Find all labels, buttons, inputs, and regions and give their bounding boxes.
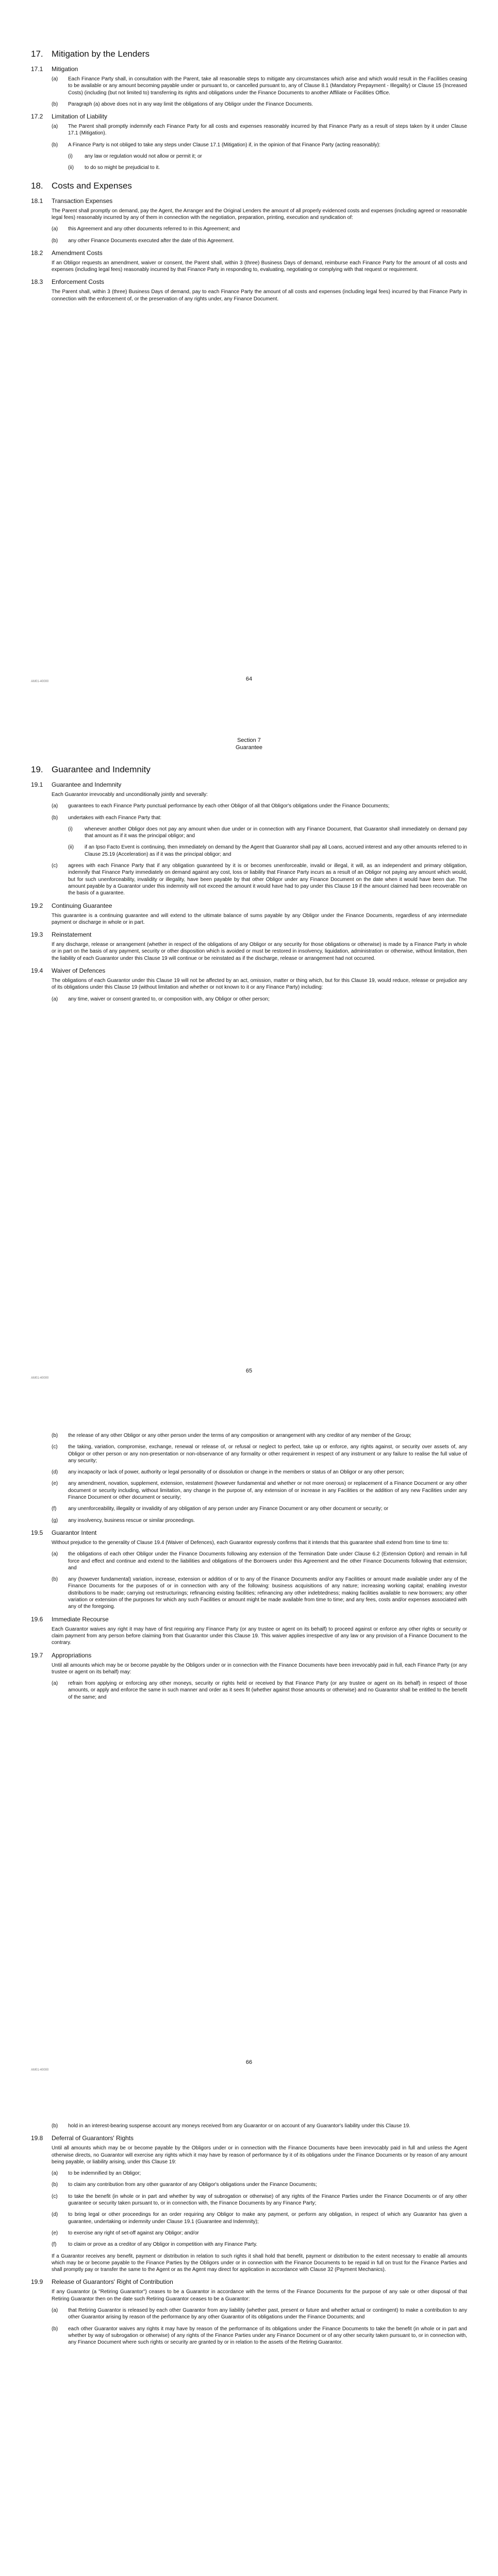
list-item: (d) any incapacity or lack of power, authority or legal personality of or dissolution or change in the members or status of an Obligor or any other person;: [52, 1469, 405, 1476]
clause-17-1-heading: 17.1 Mitigation: [31, 65, 78, 73]
clause-19-4-heading: 19.4 Waiver of Defences: [31, 967, 106, 975]
paragraph: If any discharge, release or arrangement (whether in respect of the obligations of any Obligor or any security for those obligations or otherwise) is made by a Finance Party in whole or in part on the basis of any payment, security or other disposition which is avoided or must be restored in insolvency, liquidation, administration or otherwise, without limitation, then the liability of each Guarantor under this Clause 19 will continue or be reinstated as if the discharge, release or arrangement had not occurred.: [52, 942, 467, 961]
page-67: [0, 2123, 498, 2351]
paragraph: Without prejudice to the generality of Clause 19.4 (Waiver of Defences), each Guarantor expressly confirms that it intends that this guarantee shall extend from time to time to:: [52, 1539, 449, 1546]
clause-19-8-heading: 19.8 Deferral of Guarantors' Rights: [31, 2134, 134, 2142]
clause-19-3-heading: 19.3 Reinstatement: [31, 931, 92, 939]
paragraph: Until all amounts which may be or become payable by the Obligors under or in connection with the Finance Documents have been irrevocably paid in full, each Finance Party (or any trustee or agent on its behalf) may:: [52, 1662, 467, 1675]
page-65: [0, 737, 498, 1007]
list-item: (a) Each Finance Party shall, in consultation with the Parent, take all reasonable steps to mitigate any circumstances which arise and which would result in the Facilities ceasing to be available or any amount becoming payable under or pursuant to, or cancelled pursuant to, any of Clause 8.1 (Mandatory Prepayment - Illegality) or Clause 15 (Increased Costs) (including (but not limited to) transferring its rights and obligations under the Finance Documents to another Affiliate or Facilities Office.: [52, 76, 467, 96]
clause-18-2-heading: 18.2 Amendment Costs: [31, 249, 103, 257]
clause-18-heading: 18. Costs and Expenses: [31, 180, 132, 191]
paragraph: If any Guarantor (a "Retiring Guarantor") ceases to be a Guarantor in accordance with the terms of the Finance Documents for the purpose of any sale or other disposal of that Retiring Guarantor then on the date such Retiring Guarantor ceases to be a Guarantor:: [52, 2289, 467, 2302]
list-item: (e) any amendment, novation, supplement, extension, restatement (however fundamental and whether or not more onerous) or replacement of a Finance Document or any other document or security including, without limitation, any change in the purpose of, any extension of or increase in any Facilities or the addition of any new Facilities under any Finance Document or other document or security;: [52, 1481, 467, 1501]
paragraph: Each Guarantor irrevocably and unconditionally jointly and severally:: [52, 792, 208, 798]
clause-18-3-heading: 18.3 Enforcement Costs: [31, 278, 105, 286]
list-item: (f) to claim or prove as a creditor of any Obligor in competition with any Finance Party.: [52, 2242, 258, 2248]
clause-19-heading: 19. Guarantee and Indemnity: [31, 765, 151, 774]
page-66: [0, 1432, 498, 1705]
clause-17-2-heading: 17.2 Limitation of Liability: [31, 113, 108, 121]
list-item: (g) any insolvency, business rescue or similar proceedings.: [52, 1517, 195, 1523]
list-item: (a) that Retiring Guarantor is released by each other Guarantor from any liability (whether past, present or future and whether actual or contingent) to make a contribution to any other Guarantor arising by reason of the performance by any other Guarantor of its obligations under the Finance Documents; and: [52, 2308, 467, 2320]
clause-19-5-heading: 19.5 Guarantor Intent: [31, 1529, 97, 1536]
list-item: (a) refrain from applying or enforcing any other moneys, security or rights held or received by that Finance Party (or any trustee or agent on its behalf) in respect of those amounts, or apply and enforce the same in such manner and order as it sees fit (whether against those amounts or otherwise) and no Guarantor shall be entitled to the benefit of the same; and: [52, 1681, 467, 1700]
list-item: (a) guarantees to each Finance Party punctual performance by each other Obligor of all that Obligor's obligations under the Finance Documents;: [52, 803, 390, 809]
list-item: (a) this Agreement and any other documents referred to in this Agreement; and: [52, 226, 240, 232]
page-footer-ref: AM01-40000: [31, 680, 49, 683]
sub-list-item: (ii) if an Ipso Facto Event is continuing, then immediately on demand by the Agent that Guarantor shall pay all Loans, accrued interest and any other amounts referred to in Clause 25.19 (Acceleration) as if it was the principal obligor; and: [68, 844, 467, 857]
section-heading: Section 7 Guarantee: [236, 737, 262, 751]
list-item: (b) undertakes with each Finance Party that:: [52, 815, 162, 821]
clause-17-heading: 17. Mitigation by the Lenders: [31, 49, 150, 59]
list-item: (a) any time, waiver or consent granted to, or composition with, any Obligor or other person;: [52, 996, 270, 1002]
sub-list-item: (i) whenever another Obligor does not pay any amount when due under or in connection with any Finance Document, that Guarantor shall immediately on demand pay that amount as if it was the principal obligor; and: [68, 826, 467, 839]
paragraph: The Parent shall promptly on demand, pay the Agent, the Arranger and the Original Lenders the amount of all properly evidenced costs and expenses (including agreed or reasonable legal fees) reasonably incurred by any of them in connection with the negotiation, preparation, printing, execution and syndication of:: [52, 208, 467, 221]
paragraph: The obligations of each Guarantor under this Clause 19 will not be affected by an act, omission, matter or thing which, but for this Clause 19, would reduce, release or prejudice any of its obligations under this Clause 19 (without limitation and whether or not known to it or any Finance Party) including:: [52, 978, 467, 991]
page-footer-ref: AM01-40000: [31, 2069, 49, 2072]
sub-list-item: (ii) to do so might be prejudicial to it.: [68, 165, 160, 171]
page-64: [0, 49, 498, 307]
list-item: (e) to exercise any right of set-off against any Obligor; and/or: [52, 2230, 199, 2236]
list-item: (c) agrees with each Finance Party that if any obligation guaranteed by it is or becomes unenforceable, invalid or illegal, it will, as an independent and primary obligation, indemnify that Finance Party immediately on demand against any cost, loss or liability that Finance Party incurs as a result of an Obligor not paying any amount which would, but for such unenforceability, invalidity or illegality, have been payable by that other Obligor under any Finance Document on the date when it would have been due. The amount payable by a Guarantor under this indemnity will not exceed the amount it would have had to pay under this Clause 19 if the amount claimed had been recoverable on the basis of a guarantee.: [52, 863, 467, 896]
list-item: (b) the release of any other Obligor or any other person under the terms of any composition or arrangement with any creditor of any member of the Group;: [52, 1433, 411, 1438]
list-item: (c) to take the benefit (in whole or in part and whether by way of subrogation or otherwise) of any rights of the Finance Parties under the Finance Documents or of any other guarantee or security taken pursuant to, or in connection with, the Finance Documents by any Finance Party;: [52, 2193, 467, 2207]
list-item: (f) any unenforceability, illegality or invalidity of any obligation of any person under any Finance Document or any other document or security; or: [52, 1506, 389, 1512]
list-item: (b) hold in an interest-bearing suspense account any moneys received from any Guarantor or on account of any Guarantor's liability under this Clause 19.: [52, 2123, 410, 2129]
list-item: (b) each other Guarantor waives any rights it may have by reason of the performance of its obligations under the Finance Documents to take the benefit (in whole or in part and whether by way of subrogation or otherwise) of any rights of the Finance Parties under any Finance Document or of any other security taken pursuant to, or in connection with, any Finance Document where such rights or security are granted by or in relation to the assets of the Retiring Guarantor.: [52, 2326, 467, 2346]
page-number: 64: [245, 676, 253, 682]
list-item: (c) the taking, variation, compromise, exchange, renewal or release of, or refusal or neglect to perfect, take up or enforce, any rights against, or security over assets of, any Obligor or other person or any non-presentation or non-observance of any formality or other requirement in respect of any instrument or any failure to realise the full value of any security;: [52, 1444, 467, 1464]
page-number: 65: [245, 1368, 253, 1374]
clause-19-6-heading: 19.6 Immediate Recourse: [31, 1615, 109, 1623]
list-item: (b) Paragraph (a) above does not in any way limit the obligations of any Obligor under the Finance Documents.: [52, 101, 313, 107]
list-item: (a) The Parent shall promptly indemnify each Finance Party for all costs and expenses reasonably incurred by that Finance Party as a result of steps taken by it under Clause 17.1 (Mitigation).: [52, 124, 467, 137]
paragraph: Until all amounts which may be or become payable by the Obligors under or in connection with the Finance Documents have been irrevocably paid in full and unless the Agent otherwise directs, no Guarantor will exercise any rights which it may have by reason of performance by it of its obligations under the Finance Documents or by reason of any amount being payable, or liability arising, under this Clause 19:: [52, 2145, 467, 2165]
list-item: (a) the obligations of each other Obligor under the Finance Documents following any extension of the Termination Date under Clause 6.2 (Extension Option) and remain in full force and effect and continue and extend to the liabilities and obligations of the Borrowers under this Agreement and the other Finance Documents following that extension; and: [52, 1551, 467, 1571]
clause-19-7-heading: 19.7 Appropriations: [31, 1651, 92, 1659]
list-item: (b) any other Finance Documents executed after the date of this Agreement.: [52, 238, 234, 244]
clause-18-1-heading: 18.1 Transaction Expenses: [31, 197, 113, 205]
paragraph: If a Guarantor receives any benefit, payment or distribution in relation to such rights it shall hold that benefit, payment or distribution to the extent necessary to enable all amounts which may be or become payable to the Finance Parties by the Obligors under or in connection with the Finance Documents to be repaid in full on trust for the Finance Parties and shall promptly pay or transfer the same to the Agent or as the Agent may direct for application in accordance with Clause 32 (Payment Mechanics).: [52, 2253, 467, 2273]
sub-list-item: (i) any law or regulation would not allow or permit it; or: [68, 154, 202, 160]
list-item: (b) A Finance Party is not obliged to take any steps under Clause 17.1 (Mitigation) if, in the opinion of that Finance Party (acting reasonably):: [52, 142, 380, 148]
list-item: (b) to claim any contribution from any other guarantor of any Obligor's obligations under the Finance Documents;: [52, 2182, 317, 2188]
page-number: 66: [245, 2059, 253, 2065]
list-item: (a) to be indemnified by an Obligor;: [52, 2171, 141, 2177]
clause-19-9-heading: 19.9 Release of Guarantors' Right of Contribution: [31, 2278, 173, 2286]
clause-19-1-heading: 19.1 Guarantee and Indemnity: [31, 781, 122, 788]
page-footer-ref: AM01-40000: [31, 1377, 49, 1380]
list-item: (b) any (however fundamental) variation, increase, extension or addition of or to any of the Finance Documents and/or any Facilities or amount made available under any of the Finance Documents for the purposes of or in connection with any of the following: business acquisitions of any nature; increasing working capital; enabling investor distributions to be made; carrying out restructurings; refinancing existing facilities; refinancing any other indebtedness; making facilities available to new borrowers; any other variation or extension of the purposes for which any such Facilities or amount might be made available from time to time; and any fees, costs and/or expenses associated with any of the foregoing.: [52, 1577, 467, 1610]
paragraph: Each Guarantor waives any right it may have of first requiring any Finance Party (or any trustee or agent on its behalf) to proceed against or enforce any other rights or security or claim payment from any person before claiming from that Guarantor under this Clause 19. This waiver applies irrespective of any law or any provision of a Finance Document to the contrary.: [52, 1626, 467, 1646]
list-item: (d) to bring legal or other proceedings for an order requiring any Obligor to make any payment, or perform any obligation, in respect of which any Guarantor has given a guarantee, undertaking or indemnity under Clause 19.1 (Guarantee and Indemnity);: [52, 2212, 467, 2225]
paragraph: If an Obligor requests an amendment, waiver or consent, the Parent shall, within 3 (three) Business Days of demand, reimburse each Finance Party for the amount of all costs and expenses (including legal fees) reasonably incurred by that Finance Party in responding to, evaluating, negotiating or complying with that request or requirement.: [52, 260, 467, 273]
paragraph: The Parent shall, within 3 (three) Business Days of demand, pay to each Finance Party the amount of all costs and expenses (including legal fees) incurred by that Finance Party in connection with the enforcement of, or the preservation of any rights under, any Finance Document.: [52, 289, 467, 302]
paragraph: This guarantee is a continuing guarantee and will extend to the ultimate balance of sums payable by any Obligor under the Finance Documents, regardless of any intermediate payment or discharge in whole or in part.: [52, 912, 467, 925]
clause-19-2-heading: 19.2 Continuing Guarantee: [31, 902, 112, 909]
